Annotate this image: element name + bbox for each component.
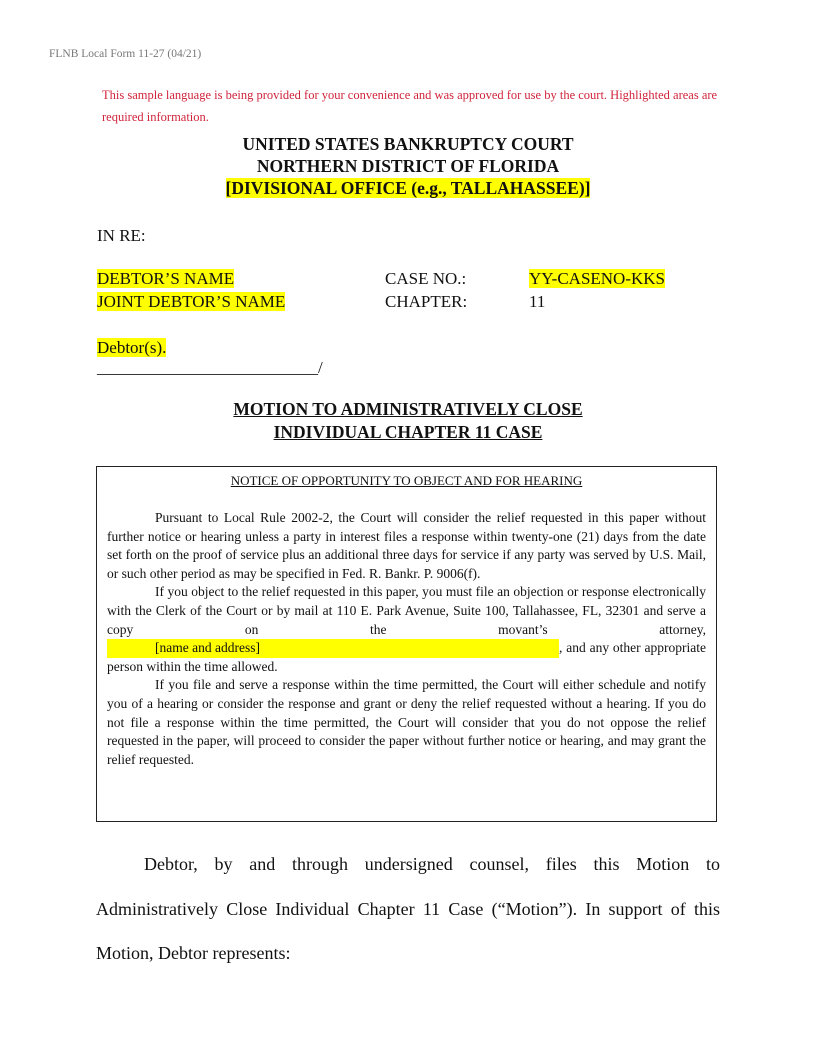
notice-heading: NOTICE OF OPPORTUNITY TO OBJECT AND FOR HEARING — [230, 473, 583, 488]
motion-title — [0, 398, 816, 444]
notice-paragraph-2: If you object to the relief requested in this paper, you must file an objection or response electronically with the Clerk of the Court or by mail at 110 E. Park Avenue, Suite 100, Tallahassee, FL, 32301 and serve a copy on the movant’s attorney, [name and address] , and any other appropriate person within the time allowed. — [107, 584, 706, 674]
form-identifier: FLNB Local Form 11-27 (04/21) — [49, 48, 202, 60]
notice-body — [107, 509, 706, 769]
notice-paragraph-3: If you file and serve a response within the time permitted, the Court will either schedule and notify you of a hearing or consider the response and grant or deny the relief requested without a hearing. If you do not file a response within the time permitted, the Court will consider that you do not oppose the relief requested in the paper, will proceed to consider the paper without further notice or hearing, and may grant the relief requested. — [107, 677, 706, 767]
motion-title-line2: INDIVIDUAL CHAPTER 11 CASE — [273, 422, 543, 442]
caption-rule: __________________________/ — [97, 358, 323, 377]
motion-title-line1: MOTION TO ADMINISTRATIVELY CLOSE — [233, 399, 583, 419]
in-re-label: IN RE: — [97, 226, 146, 245]
chapter-label: CHAPTER: — [385, 292, 468, 311]
body-paragraph-1: Debtor, by and through undersigned counsel, files this Motion to Administratively Close Individual Chapter 11 Case (“Motion”). In support of this Motion, Debtor represents: — [96, 854, 720, 963]
court-name: UNITED STATES BANKRUPTCY COURT — [242, 134, 574, 154]
motion-body — [96, 842, 720, 976]
chapter-value: 11 — [529, 292, 546, 311]
debtors-field[interactable]: Debtor(s). — [97, 338, 167, 357]
joint-debtor-name-field[interactable]: JOINT DEBTOR’S NAME — [97, 292, 286, 311]
attorney-name-address-field[interactable]: [name and address] — [107, 639, 559, 658]
notice-box — [96, 466, 717, 822]
case-no-label: CASE NO.: — [385, 269, 467, 288]
court-district: NORTHERN DISTRICT OF FLORIDA — [256, 156, 560, 176]
debtor-name-field[interactable]: DEBTOR’S NAME — [97, 269, 235, 288]
notice-paragraph-1: Pursuant to Local Rule 2002-2, the Court will consider the relief requested in this paper without further notice or hearing unless a party in interest files a response within twenty-one (21) days from the date set forth on the proof of service plus an additional three days for service if any party was served by U.S. Mail, or such other period as may be specified in Fed. R. Bankr. P. 9006(f). — [107, 510, 706, 581]
divisional-office-field[interactable]: [DIVISIONAL OFFICE (e.g., TALLAHASSEE)] — [225, 178, 591, 198]
case-no-field[interactable]: YY-CASENO-KKS — [529, 269, 666, 288]
sample-language-note: This sample language is being provided for your convenience and was approved for use by the court. Highlighted areas are required information. — [102, 88, 718, 124]
court-header — [0, 133, 816, 199]
